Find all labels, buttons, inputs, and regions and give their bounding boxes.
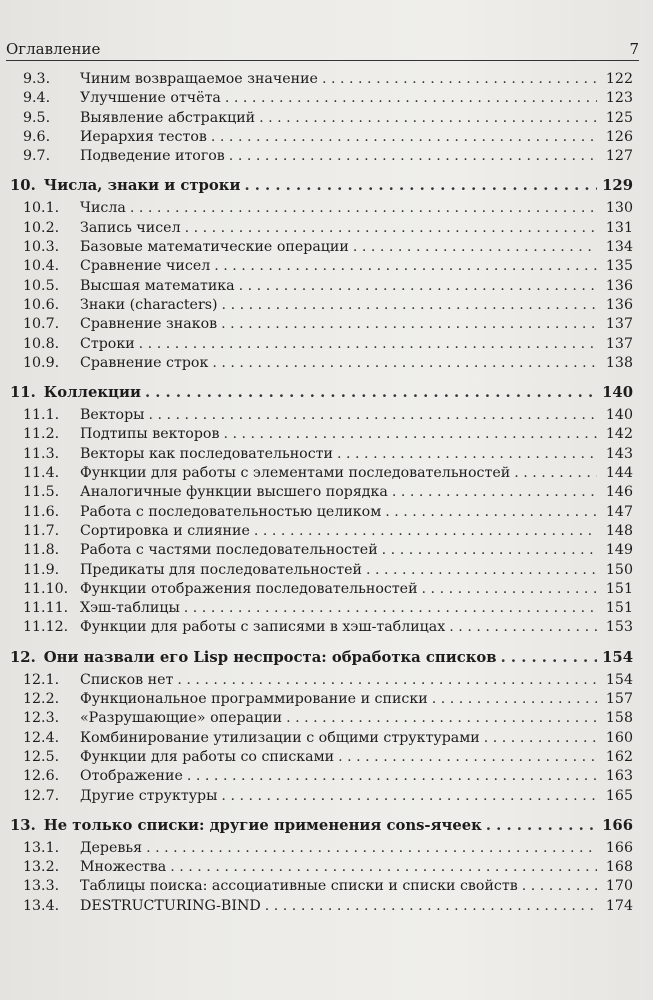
- dot-leader: [146, 839, 597, 858]
- entry-title: Работа с последовательностью целиком: [80, 503, 382, 520]
- entry-number: 11.2.: [23, 426, 60, 443]
- entry-page-number: 140: [605, 407, 633, 424]
- entry-title: Деревья: [80, 839, 143, 856]
- entry-number: 10.2.: [23, 219, 60, 236]
- toc-entry[interactable]: [10, 257, 633, 276]
- toc-entry[interactable]: [10, 690, 633, 709]
- dot-leader: [244, 177, 597, 194]
- entry-number: 13.1.: [23, 839, 60, 856]
- toc-entry[interactable]: [10, 767, 633, 786]
- dot-leader: [432, 690, 597, 709]
- entry-number: 10.5.: [23, 277, 60, 294]
- entry-number: 10.7.: [23, 316, 60, 333]
- entry-number: 12.5.: [23, 748, 60, 765]
- toc-entry[interactable]: [10, 128, 633, 147]
- toc-entry[interactable]: [10, 729, 633, 748]
- dot-leader: [286, 709, 597, 728]
- entry-title: Функции для работы со списками: [80, 748, 335, 765]
- toc-section: [10, 373, 633, 638]
- entry-title: Сравнение строк: [80, 354, 209, 371]
- entry-number: 10.1.: [23, 200, 60, 217]
- entry-number: 9.4.: [23, 90, 51, 107]
- dot-leader: [212, 354, 597, 373]
- entry-title: Сортировка и слияние: [80, 522, 250, 539]
- dot-leader: [265, 897, 597, 916]
- toc-entry[interactable]: [10, 219, 633, 238]
- entry-number: 13.4.: [23, 897, 60, 914]
- entry-number: 9.3.: [23, 71, 51, 87]
- entry-title: Предикаты для последовательностей: [80, 561, 362, 578]
- entry-number: 12.3.: [23, 710, 60, 727]
- entry-title: Строки: [80, 335, 135, 352]
- toc-section: [10, 806, 633, 916]
- entry-number: 11.4.: [23, 465, 60, 482]
- entry-page-number: 136: [605, 296, 633, 313]
- entry-title: Другие структуры: [80, 787, 218, 804]
- toc-entry[interactable]: [10, 748, 633, 767]
- entry-page-number: 127: [605, 148, 633, 165]
- entry-title: Сравнение знаков: [80, 316, 218, 333]
- toc-entry[interactable]: [10, 580, 633, 599]
- entry-number: 10.8.: [23, 335, 60, 352]
- toc-entry[interactable]: [10, 561, 633, 580]
- entry-title: Векторы: [80, 407, 145, 424]
- entry-title: Хэш-таблицы: [80, 600, 180, 617]
- chapter-page-number: 129: [602, 177, 633, 195]
- entry-number: 10.3.: [23, 239, 60, 256]
- toc-entry[interactable]: [10, 503, 633, 522]
- entry-title: Функции отображения последовательностей: [80, 580, 418, 597]
- entry-page-number: 163: [605, 768, 633, 785]
- dot-leader: [222, 296, 597, 315]
- chapter-entry[interactable]: [10, 177, 633, 199]
- chapter-page-number: 154: [602, 648, 633, 666]
- dot-leader: [337, 445, 597, 464]
- toc-entry[interactable]: [10, 277, 633, 296]
- entry-page-number: 158: [605, 710, 633, 727]
- chapter-page-number: 140: [602, 384, 633, 402]
- dot-leader: [225, 89, 597, 108]
- toc-entry[interactable]: [10, 787, 633, 806]
- entry-page-number: 142: [605, 426, 633, 443]
- dot-leader: [211, 128, 597, 147]
- entry-number: 12.1.: [23, 671, 60, 688]
- header-page-number: 7: [629, 40, 639, 58]
- header-title: Оглавление: [6, 40, 101, 58]
- entry-page-number: 146: [605, 484, 633, 501]
- entry-number: 10.4.: [23, 258, 60, 275]
- toc-entry[interactable]: [10, 296, 633, 315]
- entry-page-number: 136: [605, 277, 633, 294]
- entry-page-number: 162: [605, 748, 633, 765]
- toc-entry[interactable]: [10, 522, 633, 541]
- entry-page-number: 131: [605, 219, 633, 236]
- chapter-entry[interactable]: [10, 384, 633, 406]
- dot-leader: [239, 277, 597, 296]
- dot-leader: [486, 817, 597, 834]
- entry-page-number: 168: [605, 859, 633, 876]
- entry-title: Таблицы поиска: ассоциативные списки и списки свойств: [80, 878, 518, 895]
- entry-page-number: 170: [605, 878, 633, 895]
- entry-number: 10.6.: [23, 296, 60, 313]
- chapter-entry[interactable]: [10, 817, 633, 839]
- dot-leader: [259, 109, 597, 128]
- dot-leader: [338, 748, 597, 767]
- toc-entry[interactable]: [10, 109, 633, 128]
- entry-title: «Разрушающие» операции: [80, 710, 283, 727]
- chapter-number: 13.: [10, 816, 36, 834]
- dot-leader: [139, 335, 597, 354]
- dot-leader: [184, 599, 597, 618]
- entry-page-number: 130: [605, 200, 633, 217]
- dot-leader: [449, 618, 597, 637]
- dot-leader: [170, 858, 597, 877]
- entry-title: Знаки (characters): [80, 296, 218, 313]
- entry-number: 9.6.: [23, 128, 51, 145]
- entry-title: Функции для работы с элементами последовательностей: [80, 465, 511, 482]
- toc-section: [10, 638, 633, 806]
- entry-number: 11.11.: [23, 600, 69, 617]
- entry-page-number: 137: [605, 316, 633, 333]
- entry-title: Числа: [80, 200, 126, 217]
- toc-entry[interactable]: [10, 618, 633, 637]
- entry-title: Работа с частями последовательностей: [80, 542, 378, 559]
- toc-entry[interactable]: [10, 70, 633, 89]
- entry-title: DESTRUCTURING-BIND: [80, 897, 261, 914]
- entry-title: Сравнение чисел: [80, 258, 211, 275]
- entry-title: Списков нет: [80, 671, 174, 688]
- entry-title: Улучшение отчёта: [80, 90, 221, 107]
- chapter-page-number: 166: [602, 816, 633, 834]
- dot-leader: [221, 787, 597, 806]
- toc-entry[interactable]: [10, 464, 633, 483]
- entry-number: 12.7.: [23, 787, 60, 804]
- entry-page-number: 149: [605, 542, 633, 559]
- entry-number: 12.6.: [23, 768, 60, 785]
- entry-number: 9.5.: [23, 109, 51, 126]
- entry-page-number: 148: [605, 522, 633, 539]
- entry-page-number: 122: [605, 71, 633, 87]
- entry-number: 11.6.: [23, 503, 60, 520]
- entry-title: Запись чисел: [80, 219, 181, 236]
- chapter-title: Числа, знаки и строки: [43, 177, 241, 195]
- chapter-number: 10.: [10, 177, 36, 195]
- entry-number: 11.5.: [23, 484, 60, 501]
- toc-entry[interactable]: [10, 89, 633, 108]
- entry-page-number: 150: [605, 561, 633, 578]
- entry-page-number: 144: [605, 465, 633, 482]
- running-header: [6, 34, 639, 61]
- entry-title: Подтипы векторов: [80, 426, 220, 443]
- entry-page-number: 138: [605, 354, 633, 371]
- dot-leader: [366, 561, 597, 580]
- dot-leader: [382, 541, 597, 560]
- dot-leader: [229, 147, 597, 166]
- entry-page-number: 135: [605, 258, 633, 275]
- dot-leader: [422, 580, 597, 599]
- chapter-title: Не только списки: другие применения cons-ячеек: [43, 816, 482, 834]
- chapter-title: Они назвали его Lisp неспроста: обработка списков: [43, 648, 497, 666]
- toc-entry[interactable]: [10, 483, 633, 502]
- chapter-title: Коллекции: [43, 384, 141, 402]
- entry-number: 10.9.: [23, 354, 60, 371]
- toc-entry[interactable]: [10, 445, 633, 464]
- toc-entry[interactable]: [10, 199, 633, 218]
- entry-title: Иерархия тестов: [80, 128, 207, 145]
- toc-section: [10, 166, 633, 373]
- dot-leader: [148, 406, 597, 425]
- toc-entry[interactable]: [10, 335, 633, 354]
- dot-leader: [254, 522, 597, 541]
- dot-leader: [392, 483, 597, 502]
- dot-leader: [501, 649, 597, 666]
- toc-entry[interactable]: [10, 599, 633, 618]
- entry-title: Подведение итогов: [80, 148, 225, 165]
- entry-number: 12.2.: [23, 691, 60, 708]
- entry-title: Высшая математика: [80, 277, 235, 294]
- dot-leader: [177, 671, 597, 690]
- dot-leader: [514, 464, 597, 483]
- entry-title: Множества: [80, 859, 167, 876]
- dot-leader: [484, 729, 597, 748]
- dot-leader: [187, 767, 597, 786]
- entry-title: Функции для работы с записями в хэш-таблицах: [80, 619, 446, 636]
- toc-entry[interactable]: [10, 877, 633, 896]
- toc-entry[interactable]: [10, 147, 633, 166]
- dot-leader: [130, 199, 597, 218]
- dot-leader: [223, 425, 597, 444]
- entry-page-number: 126: [605, 128, 633, 145]
- toc-entry[interactable]: [10, 671, 633, 690]
- table-of-contents: [10, 70, 633, 916]
- toc-entry[interactable]: [10, 709, 633, 728]
- entry-title: Отображение: [80, 768, 183, 785]
- dot-leader: [385, 503, 597, 522]
- toc-entry[interactable]: [10, 406, 633, 425]
- entry-number: 11.10.: [23, 580, 69, 597]
- dot-leader: [322, 70, 597, 89]
- entry-page-number: 143: [605, 445, 633, 462]
- entry-number: 9.7.: [23, 148, 51, 165]
- entry-title: Чиним возвращаемое значение: [80, 71, 318, 87]
- entry-number: 11.9.: [23, 561, 60, 578]
- toc-entry[interactable]: [10, 897, 633, 916]
- entry-title: Аналогичные функции высшего порядка: [80, 484, 388, 501]
- dot-leader: [145, 384, 597, 401]
- entry-page-number: 123: [605, 90, 633, 107]
- entry-number: 11.3.: [23, 445, 60, 462]
- entry-page-number: 134: [605, 239, 633, 256]
- toc-entry[interactable]: [10, 238, 633, 257]
- entry-page-number: 154: [605, 671, 633, 688]
- toc-entry[interactable]: [10, 541, 633, 560]
- entry-page-number: 147: [605, 503, 633, 520]
- entry-page-number: 160: [605, 729, 633, 746]
- entry-page-number: 151: [605, 600, 633, 617]
- dot-leader: [522, 877, 597, 896]
- dot-leader: [221, 315, 597, 334]
- entry-number: 11.7.: [23, 522, 60, 539]
- entry-title: Функциональное программирование и списки: [80, 691, 428, 708]
- chapter-entry[interactable]: [10, 649, 633, 671]
- entry-page-number: 165: [605, 787, 633, 804]
- entry-number: 12.4.: [23, 729, 60, 746]
- entry-page-number: 125: [605, 109, 633, 126]
- entry-number: 11.1.: [23, 407, 60, 424]
- entry-page-number: 151: [605, 580, 633, 597]
- entry-page-number: 137: [605, 335, 633, 352]
- entry-title: Базовые математические операции: [80, 239, 349, 256]
- entry-number: 13.3.: [23, 878, 60, 895]
- toc-entry[interactable]: [10, 425, 633, 444]
- entry-title: Выявление абстракций: [80, 109, 256, 126]
- entry-page-number: 174: [605, 897, 633, 914]
- dot-leader: [353, 238, 597, 257]
- dot-leader: [185, 219, 597, 238]
- entry-page-number: 153: [605, 619, 633, 636]
- entry-title: Векторы как последовательности: [80, 445, 333, 462]
- toc-entry[interactable]: [10, 858, 633, 877]
- entry-number: 11.8.: [23, 542, 60, 559]
- toc-entry[interactable]: [10, 354, 633, 373]
- entry-page-number: 157: [605, 691, 633, 708]
- chapter-number: 12.: [10, 648, 36, 666]
- entry-page-number: 166: [605, 839, 633, 856]
- chapter-number: 11.: [10, 384, 36, 402]
- entry-number: 11.12.: [23, 619, 69, 636]
- toc-entry[interactable]: [10, 315, 633, 334]
- entry-number: 13.2.: [23, 859, 60, 876]
- toc-section: [10, 70, 633, 166]
- entry-title: Комбинирование утилизации с общими структурами: [80, 729, 480, 746]
- toc-entry[interactable]: [10, 839, 633, 858]
- dot-leader: [214, 257, 597, 276]
